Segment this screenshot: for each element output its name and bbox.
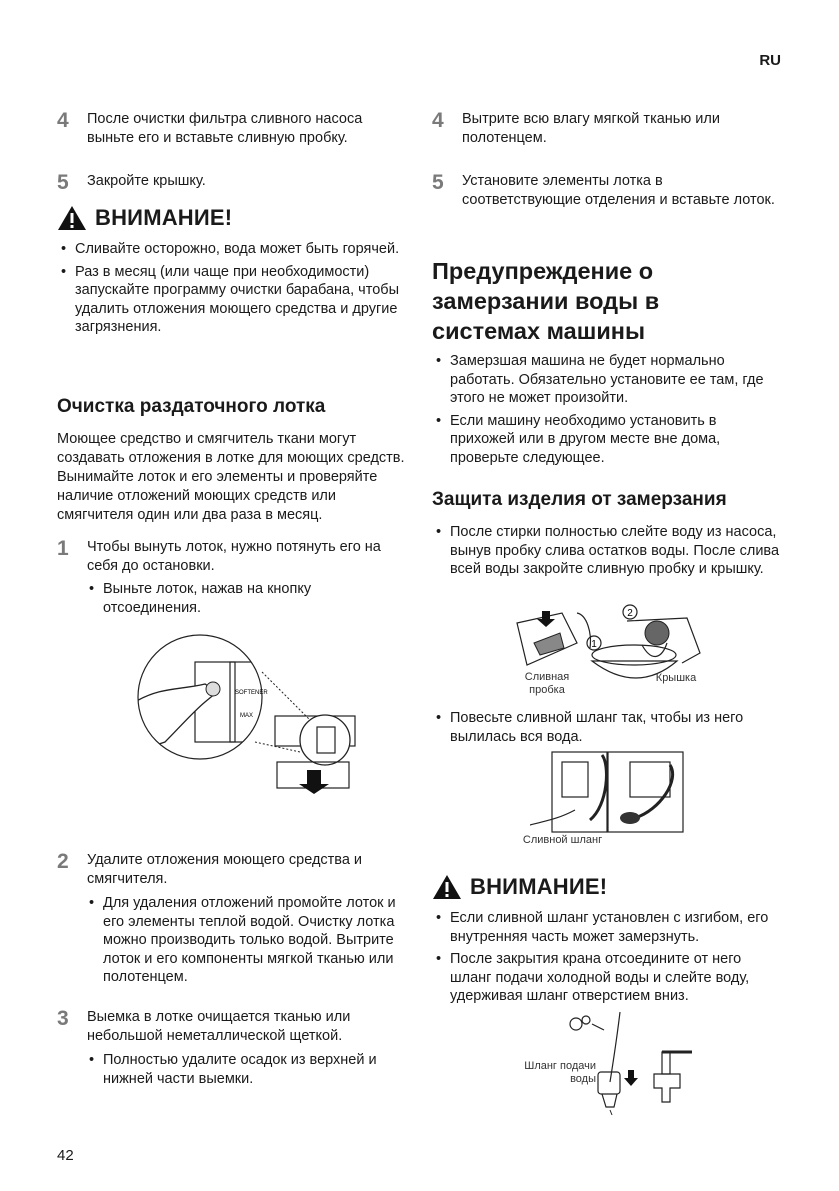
- step-number: 2: [57, 850, 69, 873]
- step-number: 4: [432, 109, 444, 132]
- protection-title: Защита изделия от замерзания: [432, 489, 727, 510]
- list-item: • Повесьте сливной шланг так, чтобы из него вылилась вся вода.: [435, 709, 780, 746]
- step-text: Чтобы вынуть лоток, нужно потянуть его на себя до остановки.: [87, 539, 381, 574]
- step-number: 3: [57, 1007, 69, 1030]
- drain-hose-label: Сливной шланг: [522, 834, 603, 846]
- drain-plug-label: Сливная пробка: [524, 671, 570, 696]
- warning-triangle-icon: [432, 874, 462, 900]
- warning-title: ВНИМАНИЕ!: [95, 205, 233, 230]
- list-item: • Если машину необходимо установить в прихожей или в другом месте вне дома, проверьте следующее.: [435, 412, 780, 468]
- step-text: Вытрите всю влагу мягкой тканью или полотенцем.: [462, 111, 720, 146]
- freeze-warning-list: [435, 352, 780, 471]
- softener-label: SOFTENER: [235, 690, 268, 696]
- list-item: • Полностью удалите осадок из верхней и нижней части выемки.: [88, 1051, 403, 1088]
- freeze-warning-title: Предупреждение о замерзании воды в системах машины: [432, 258, 660, 344]
- list-item: • Выньте лоток, нажав на кнопку отсоединения.: [88, 580, 388, 617]
- list-item: • Для удаления отложений промойте лоток и его элементы теплой водой. Очистку лотка можно производить только водой. Вытрите лоток и его компоненты мягкой тканью или полотенцем.: [88, 894, 403, 987]
- list-item: • После закрытия крана отсоедините от него шланг подачи холодной воды и слейте воду, удерживая шланг отверстием вниз.: [435, 950, 780, 1006]
- warning-heading: [57, 205, 232, 231]
- number-1: 1: [591, 639, 597, 650]
- step-text: Удалите отложения моющего средства и смягчителя.: [87, 852, 363, 887]
- inlet-hose-label: Шланг подачи воды: [524, 1060, 596, 1085]
- section-title: Очистка раздаточного лотка: [57, 396, 326, 417]
- left-step-4: [57, 110, 387, 148]
- right-step-5: [432, 172, 777, 210]
- drain-hose-illustration: [530, 750, 700, 835]
- list-item: • Замерзшая машина не будет нормально работать. Обязательно установите ее там, где этого не может произойти.: [435, 352, 780, 408]
- step-number: 5: [57, 171, 69, 194]
- number-2: 2: [627, 608, 633, 619]
- right-step-4: [432, 110, 777, 148]
- drawer-removal-illustration: [135, 632, 365, 832]
- left-step-1: [57, 538, 402, 576]
- list-item: • Сливайте осторожно, вода может быть горячей.: [60, 240, 412, 259]
- warning-list: [60, 240, 412, 341]
- protection-list: [435, 523, 780, 583]
- step-number: 1: [57, 537, 69, 560]
- left-step-2: [57, 851, 402, 889]
- left-step-5: [57, 172, 387, 194]
- warning-2-list: [435, 909, 780, 1010]
- step-text: Установите элементы лотка в соответствующие отделения и вставьте лоток.: [462, 173, 775, 208]
- warning-triangle-icon: [57, 205, 87, 231]
- left-step-3: [57, 1008, 402, 1046]
- list-item: • Если сливной шланг установлен с изгибом, его внутренняя часть может замерзнуть.: [435, 909, 780, 946]
- step-text: Закройте крышку.: [87, 173, 206, 189]
- warning-title: ВНИМАНИЕ!: [470, 874, 608, 899]
- max-label: MAX: [240, 713, 254, 719]
- hose-list: [435, 709, 780, 750]
- list-item: • Раз в месяц (или чаще при необходимости) запускайте программу очистки барабана, чтобы удалить отложения моющего средства и другие загрязнения.: [60, 263, 412, 337]
- list-item: • После стирки полностью слейте воду из насоса, вынув пробку слива остатков воды. После слива всей воды закройте сливную пробку и крышку.: [435, 523, 780, 579]
- step-1-list: [88, 580, 388, 621]
- step-3-list: [88, 1051, 403, 1092]
- step-2-list: [88, 894, 403, 991]
- warning-heading-2: [432, 874, 607, 900]
- step-text: После очистки фильтра сливного насоса выньте его и вставьте сливную пробку.: [87, 111, 363, 146]
- section-intro: Моющее средство и смягчитель ткани могут создавать отложения в лотке для моющих средств. Вынимайте лоток и его элементы и проверяйте наличие отложений моющих средств или смягчителя один или два раза в месяц.: [57, 431, 405, 523]
- step-number: 4: [57, 109, 69, 132]
- step-text: Выемка в лотке очищается тканью или небольшой неметаллической щеткой.: [87, 1009, 351, 1044]
- language-label: RU: [759, 52, 781, 69]
- step-number: 5: [432, 171, 444, 194]
- page-number: 42: [57, 1147, 74, 1164]
- cover-label: Крышка: [655, 672, 697, 684]
